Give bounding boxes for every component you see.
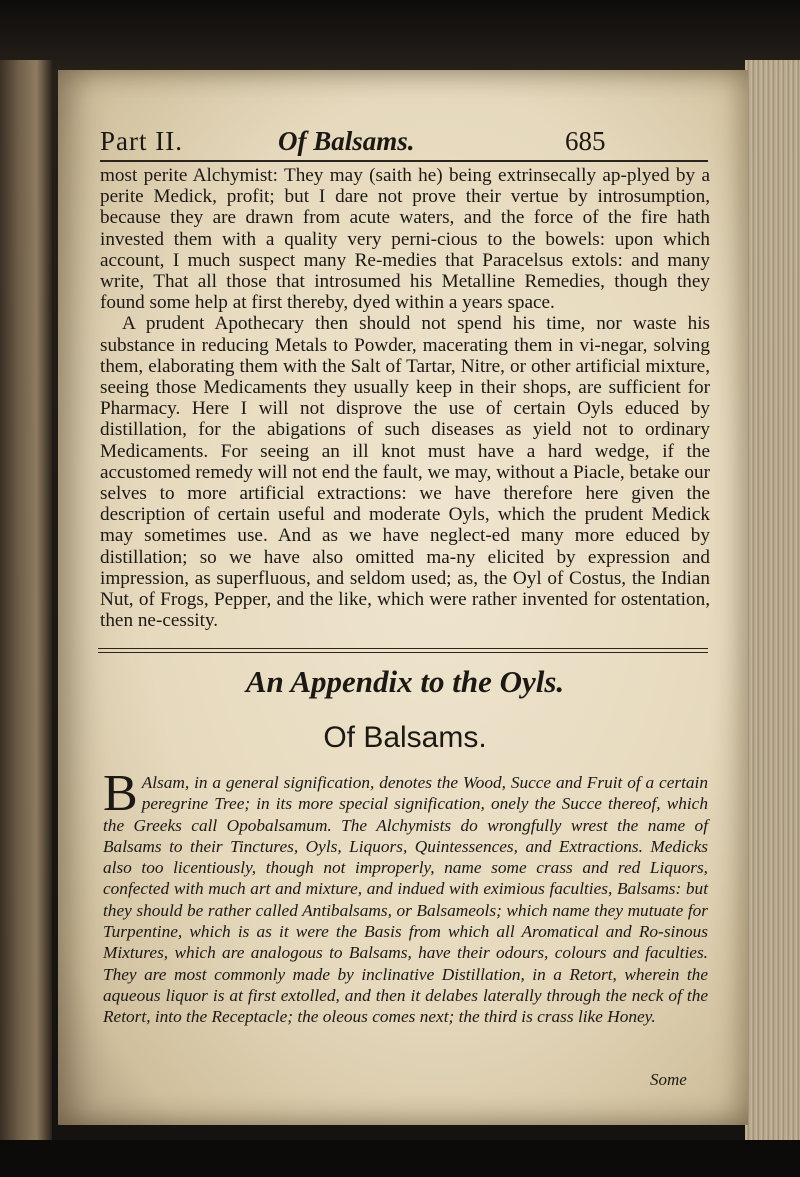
body-text (100, 165, 710, 631)
catchword: Some (650, 1070, 687, 1089)
section-title: Of Balsams. (323, 721, 487, 754)
body-paragraph-2: A prudent Apothecary then should not spend his time, nor waste his substance in reducing Metals to Powder, macerating them in vi-negar, solving them, elaborating them with the Salt of Tartar, Nitre, or other artificial mixture, seeing those Medicaments they usually keep in their shops, are sufficient for Pharmacy. Here I will not disprove the use of certain Oyls educed by distillation, for the abigations of such diseases as yield not to ordinary Medicaments. For seeing an ill knot must have a hard wedge, if the accustomed remedy will not end the fault, we may, without a Piacle, betake our selves to more artificial extractions: we have therefore here given the description of certain useful and moderate Oyls, which the prudent Medick may sometimes use. And as we have neglect-ed many more educed by distillation; so we have also omitted ma-ny elicited by expression and impression, as superfluous, and seldom used; as, the Oyl of Costus, the Indian Nut, of Frogs, Pepper, and the like, which were rather invented for ostentation, then ne-cessity. (100, 313, 710, 632)
running-header (100, 124, 715, 158)
section-divider (98, 648, 708, 653)
part-label: Part II. (100, 126, 183, 156)
page-number: 685 (565, 126, 606, 156)
running-title: Of Balsams. (278, 126, 415, 156)
balsam-definition-paragraph (103, 765, 708, 1028)
page-stack-edge (745, 60, 800, 1150)
definition-text: Alsam, in a general signification, denotes the Wood, Succe and Fruit of a certain peregrine Tree; in its more special signification, onely the Succe thereof, which the Greeks call Opobalsamum. The Alchymists do wrongfully wrest the name of Balsams to their Tinctures, Oyls, Liquors, Quintessences, and Extractions. Medicks also too licentiously, though not improperly, name some crass and red Liquors, confected with much art and mixture, and indued with eximious faculties, Balsams: but they should be rather called Antibalsams, or Balsameols; which name they mutuate for Turpentine, which is as it were the Basis from which all Aromatical and Ro-sinous Mixtures, which are analogous to Balsams, have their odours, colours and faculties. They are most commonly made by inclinative Distillation, in a Retort, wherein the aqueous liquor is at first extolled, and then it delabes laterally through the neck of the Retort, into the Receptacle; the oleous comes next; the third is crass like Honey. (103, 773, 708, 1027)
header-rule (100, 160, 708, 162)
drop-cap: B (103, 765, 138, 822)
body-paragraph-1: most perite Alchymist: They may (saith he) being extrinsecally ap-plyed by a perite Medick, profit; but I dare not prove their vertue by introsumption, because they are drawn from acute waters, and the force of the fire hath invested them with a quality very perni-cious to the bowels: upon which account, I much suspect many Re-medies that Paracelsus extols: and many write, That all those that introsumed his Metalline Remedies, though they found some help at first thereby, dyed within a years space. (100, 165, 710, 314)
facing-page-edge (0, 60, 52, 1140)
appendix-title: An Appendix to the Oyls. (245, 664, 565, 699)
scan-margin (0, 1140, 800, 1177)
